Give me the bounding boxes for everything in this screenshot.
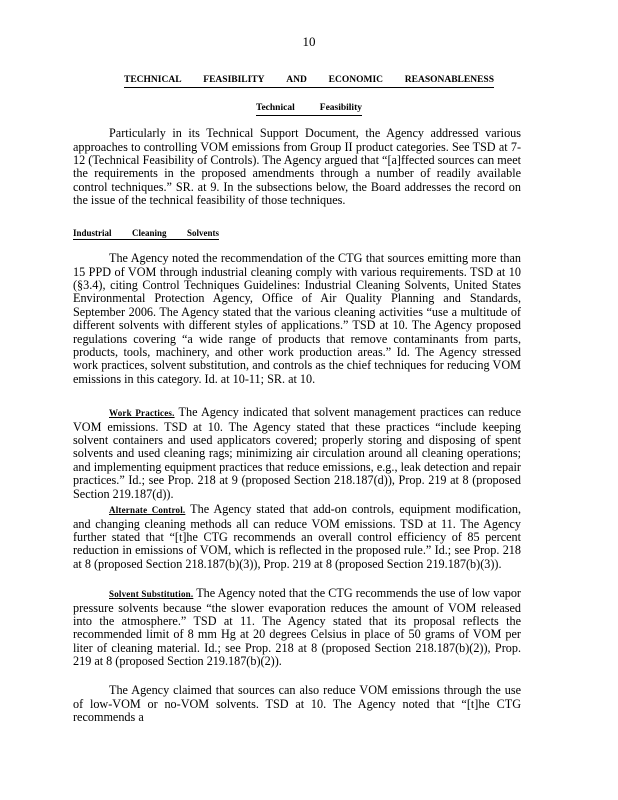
paragraph-intro: Particularly in its Technical Support Document, the Agency addressed various approaches to controlling VOM emissions from Group II product categories. See TSD at 7-12 (Technical Feasibility of Controls). The Agency argued that “[a]ffected sources can meet the requirements in the proposed amendments through a number of readily available control techniques.” SR. at 9. In the subsections below, the Board addresses the record on the issue of the technical feasibility of those techniques. [73,126,521,208]
title-word: ECONOMIC [328,75,384,85]
section-title [124,75,494,88]
title-word: FEASIBILITY [203,75,265,85]
work-practices-heading: Work Practices. [109,408,175,419]
title-word: TECHNICAL [124,75,182,85]
heading-word: Solvents [186,228,219,238]
title-word: AND [286,75,307,85]
solvent-substitution-text: The Agency noted that the CTG recommends the use of low vapor pressure solvents because “the slower evaporation reduces the amount of VOM released into the atmosphere.” TSD at 11. The Agency stated that its proposal reflects the recommended limit of 8 mm Hg at 20 degrees Celsius in place of 50 grams of VOM per liter of cleaning material. Id.; see Prop. 218 at 8 (proposed Section 218.187(b)(2)), Prop. 219 at 8 (proposed Section 219.187(b)(2)). [73,586,521,669]
paragraph-solvent-substitution [73,587,521,668]
subtitle-word: Feasibility [319,103,362,113]
paragraph-industrial-cleaning: The Agency noted the recommendation of the CTG that sources emitting more than 15 PPD of VOM through industrial cleaning comply with various requirements. TSD at 10 (§3.4), citing Control Techniques Guidelines: Industrial Cleaning Solvents, United States Environmental Protection Agency, Office of Air Quality Planning and Standards, September 2006. The Agency stated that the various cleaning activities “use a multitude of different solvents with different styles of applications.” TSD at 10. The Agency proposed regulations covering “a wide range of products that remove contaminants from parts, products, tools, machinery, and other work production areas.” Id. The Agency stressed work practices, solvent substitution, and controls as the chief techniques for reducing VOM emissions in this category. Id. at 10-11; SR. at 10. [73,251,521,386]
alternate-control-text: The Agency stated that add-on controls, equipment modification, and changing cleaning methods all can reduce VOM emissions. TSD at 11. The Agency further stated that “[t]he CTG recommends an overall control efficiency of 85 percent reduction in emissions of VOM, which is reflected in the proposed rule.” Id.; see Prop. 218 at 8 (proposed Section 218.187(b)(3)), Prop. 219 at 8 (proposed Section 219.187(b)(3)). [73,502,521,571]
title-word: REASONABLENESS [404,75,494,85]
paragraph-work-practices [73,406,521,501]
subsection-title [256,103,362,116]
work-practices-text: The Agency indicated that solvent management practices can reduce VOM emissions. TSD at 10. The Agency stated that these practices “include keeping solvent containers and used applicators covered; properly storing and disposing of spent solvents and used cleaning rags; minimizing air circulation around all cleaning operations; and implementing equipment practices that reduce emissions, e.g., leak detection and repair practices.” Id.; see Prop. 218 at 9 (proposed Section 218.187(d)), Prop. 219 at 8 (proposed Section 219.187(d)). [73,405,522,501]
alternate-control-heading: Alternate Control. [109,505,186,516]
heading-word: Industrial [73,228,112,238]
solvent-substitution-heading: Solvent Substitution. [109,589,194,600]
paragraph-low-vom: The Agency claimed that sources can also reduce VOM emissions through the use of low-VOM or no-VOM solvents. TSD at 10. The Agency noted that “[t]he CTG recommends a [73,683,521,724]
subtitle-word: Technical [256,103,295,113]
page-number: 10 [302,34,316,49]
heading-word: Cleaning [131,228,167,238]
paragraph-alternate-control [73,503,521,571]
industrial-cleaning-heading [73,228,219,240]
